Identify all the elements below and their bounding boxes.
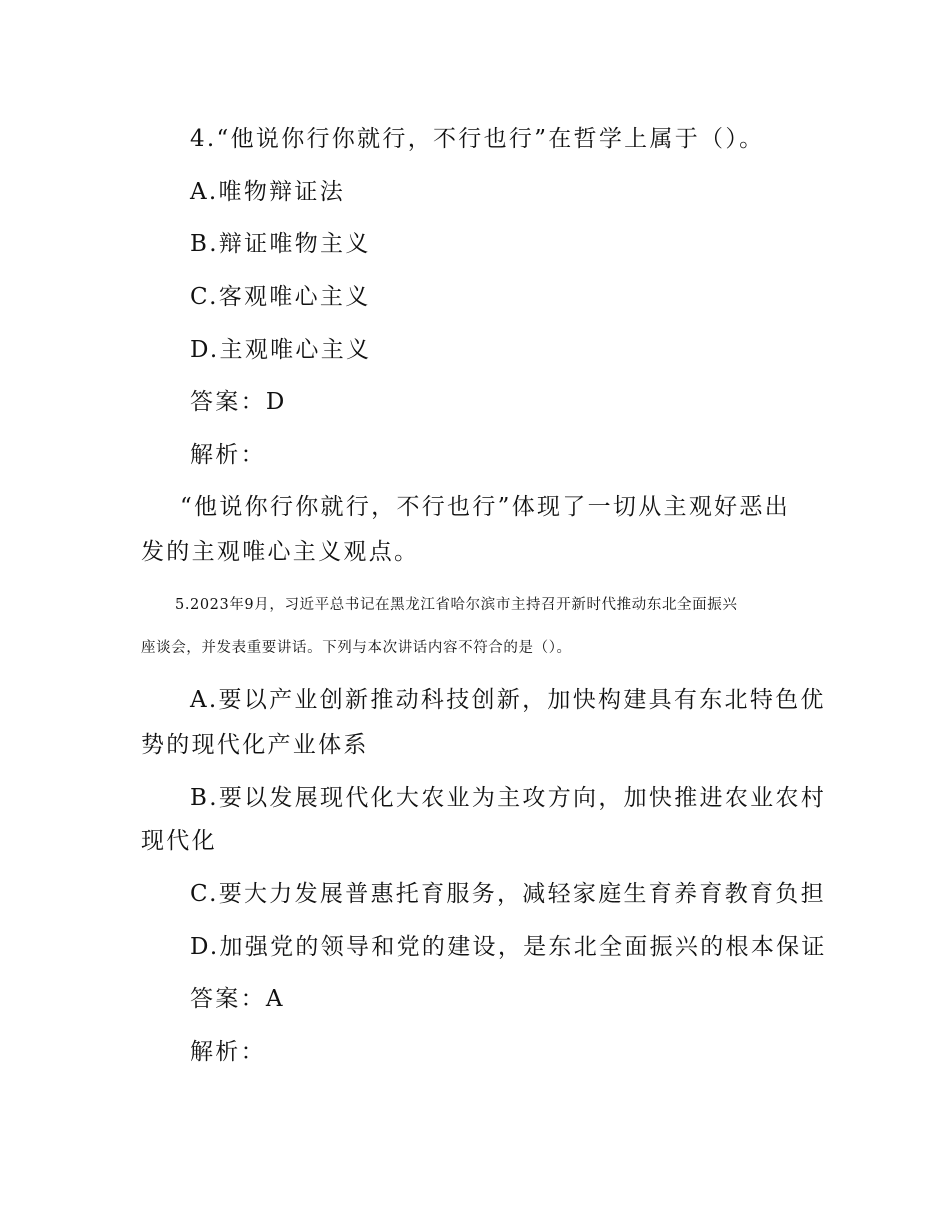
q4-answer: 答案：D bbox=[190, 389, 287, 415]
q4-option-c: C.客观唯心主义 bbox=[190, 284, 371, 310]
q4-analysis-line-1: “他说你行你就行，不行也行”体现了一切从主观好恶出 bbox=[180, 494, 791, 520]
q5-option-a-line-2: 势的现代化产业体系 bbox=[141, 732, 369, 758]
q5-answer: 答案：A bbox=[190, 986, 285, 1012]
q4-option-a: A.唯物辩证法 bbox=[190, 179, 346, 205]
q4-option-b: B.辩证唯物主义 bbox=[190, 231, 371, 257]
q5-analysis-label: 解析： bbox=[190, 1039, 266, 1065]
q5-stem-line-1: 5.2023年9月，习近平总书记在黑龙江省哈尔滨市主持召开新时代推动东北全面振兴 bbox=[175, 597, 738, 613]
q4-option-d: D.主观唯心主义 bbox=[190, 337, 372, 363]
q4-analysis-label: 解析： bbox=[190, 442, 266, 468]
q5-option-b-line-2: 现代化 bbox=[141, 828, 217, 854]
q5-option-a-line-1: A.要以产业创新推动科技创新，加快构建具有东北特色优 bbox=[190, 687, 826, 713]
q5-stem-line-2: 座谈会，并发表重要讲话。下列与本次讲话内容不符合的是（）。 bbox=[141, 640, 572, 656]
q4-analysis-line-2: 发的主观唯心主义观点。 bbox=[141, 539, 420, 565]
q5-option-b-line-1: B.要以发展现代化大农业为主攻方向，加快推进农业农村 bbox=[190, 785, 827, 811]
q4-stem: 4.“他说你行你就行，不行也行”在哲学上属于（）。 bbox=[190, 126, 765, 152]
q5-option-d: D.加强党的领导和党的建设，是东北全面振兴的根本保证 bbox=[190, 934, 827, 960]
q5-option-c: C.要大力发展普惠托育服务，减轻家庭生育养育教育负担 bbox=[190, 881, 826, 907]
